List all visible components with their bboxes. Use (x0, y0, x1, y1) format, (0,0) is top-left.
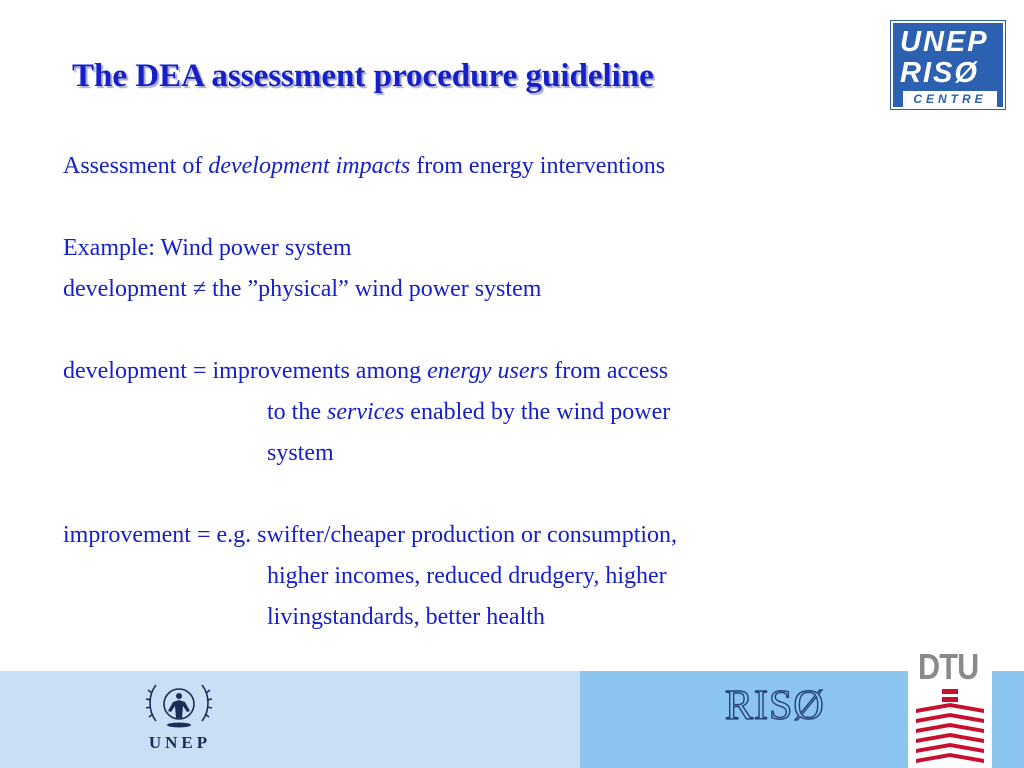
body-line-system: system (267, 440, 334, 466)
unep-emblem-icon (142, 673, 216, 733)
dtu-wordmark: DTU (918, 646, 979, 687)
unep-wordmark: UNEP (148, 733, 212, 752)
body-line-improvement-definition: improvement = e.g. swifter/cheaper production or consumption, (63, 522, 678, 548)
italic-text: development (208, 153, 330, 179)
body-line-example: Example: Wind power system (63, 235, 352, 261)
text-segment: to the (267, 399, 327, 425)
italic-text: energy users (427, 358, 549, 384)
spacer (63, 310, 677, 351)
unep-riso-centre-logo (891, 21, 1005, 109)
logo-line-unep: UNEP (900, 26, 989, 58)
italic-text: services (327, 399, 405, 425)
logo-line-centre: CENTRE (903, 91, 997, 107)
logo-line-riso: RISØ (900, 57, 979, 89)
slide-body (63, 146, 677, 638)
text-segment: from energy interventions (410, 153, 666, 179)
body-line-development-definition (63, 351, 677, 392)
slide-title: The DEA assessment procedure guideline (72, 58, 654, 94)
text-segment: from access (548, 358, 669, 384)
body-line-livingstandards: livingstandards, better health (267, 604, 545, 630)
body-line-services (63, 392, 677, 433)
body-line-development-not-equal: development ≠ the ”physical” wind power system (63, 276, 542, 302)
text-segment: development = improvements among (63, 358, 428, 384)
italic-text: impacts (335, 153, 411, 179)
dtu-logo (908, 647, 992, 768)
footer-band (0, 646, 1024, 768)
text-segment: enabled by the wind power (404, 399, 671, 425)
riso-wordmark: RISØ (725, 683, 825, 729)
footer-left-panel (0, 671, 580, 768)
text-segment: Assessment of (63, 153, 209, 179)
body-line-assessment (63, 146, 677, 187)
spacer (63, 474, 677, 515)
body-line-incomes: higher incomes, reduced drudgery, higher (267, 563, 667, 589)
dtu-emblem-icon (916, 689, 984, 765)
spacer (63, 187, 677, 228)
